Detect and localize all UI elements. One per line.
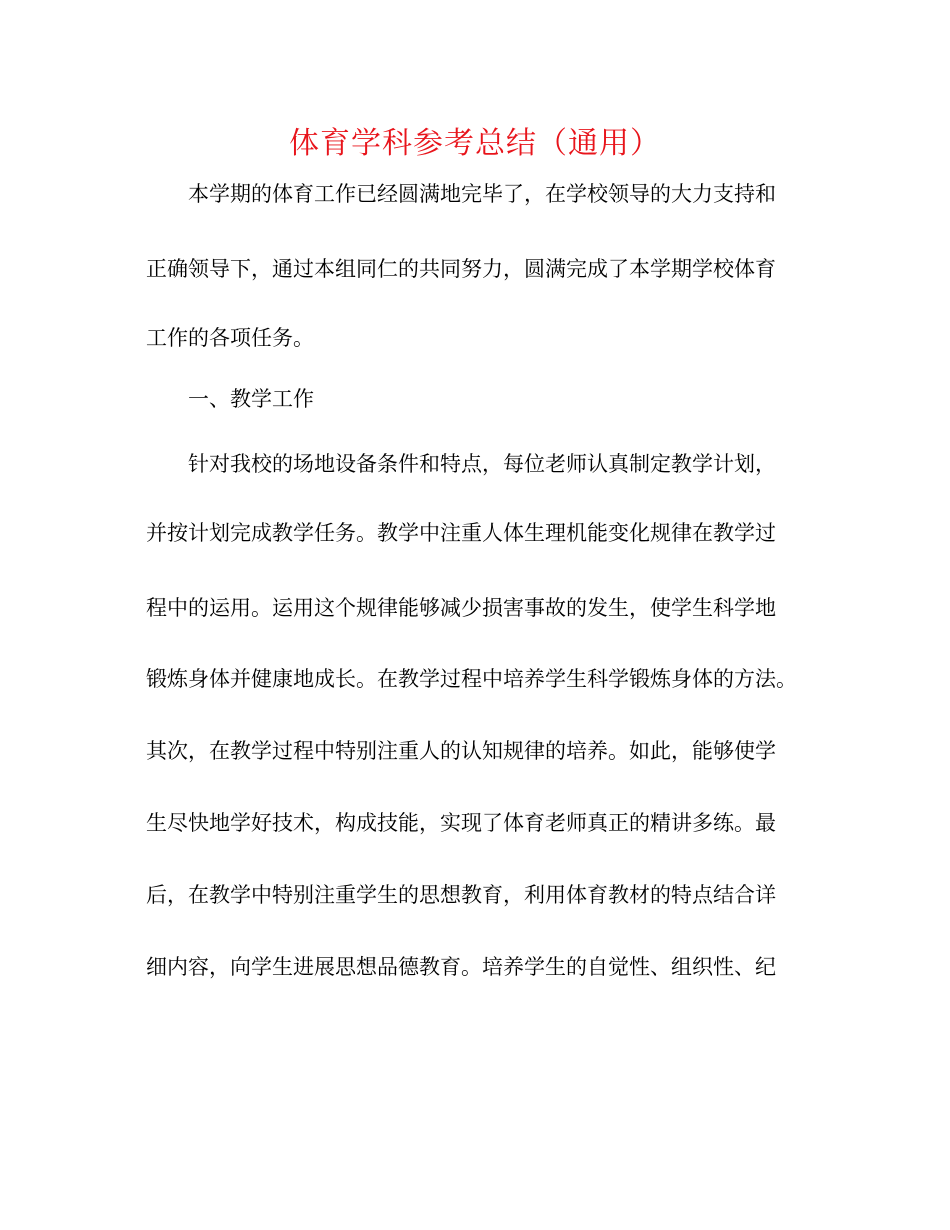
paragraph-line: 生尽快地学好技术，构成技能，实现了体育老师真正的精讲多练。最 <box>146 811 776 835</box>
paragraph-line: 正确领导下，通过本组同仁的共同努力，圆满完成了本学期学校体育 <box>146 257 776 281</box>
paragraph-line: 锻炼身体并健康地成长。在教学过程中培养学生科学锻炼身体的方法。 <box>146 667 797 691</box>
section-heading: 一、教学工作 <box>188 387 314 411</box>
paragraph-line: 其次，在教学过程中特别注重人的认知规律的培养。如此，能够使学 <box>146 739 776 763</box>
paragraph-line: 本学期的体育工作已经圆满地完毕了，在学校领导的大力支持和 <box>188 182 776 206</box>
paragraph-line: 并按计划完成教学任务。教学中注重人体生理机能变化规律在教学过 <box>146 521 776 545</box>
paragraph-line: 后，在教学中特别注重学生的思想教育，利用体育教材的特点结合详 <box>146 883 776 907</box>
paragraph-line: 针对我校的场地设备条件和特点，每位老师认真制定教学计划， <box>188 452 776 476</box>
paragraph-line: 细内容，向学生进展思想品德教育。培养学生的自觉性、组织性、纪 <box>146 955 776 979</box>
paragraph-line: 程中的运用。运用这个规律能够减少损害事故的发生，使学生科学地 <box>146 596 776 620</box>
document-title: 体育学科参考总结（通用） <box>289 126 661 161</box>
paragraph-line: 工作的各项任务。 <box>146 326 314 350</box>
